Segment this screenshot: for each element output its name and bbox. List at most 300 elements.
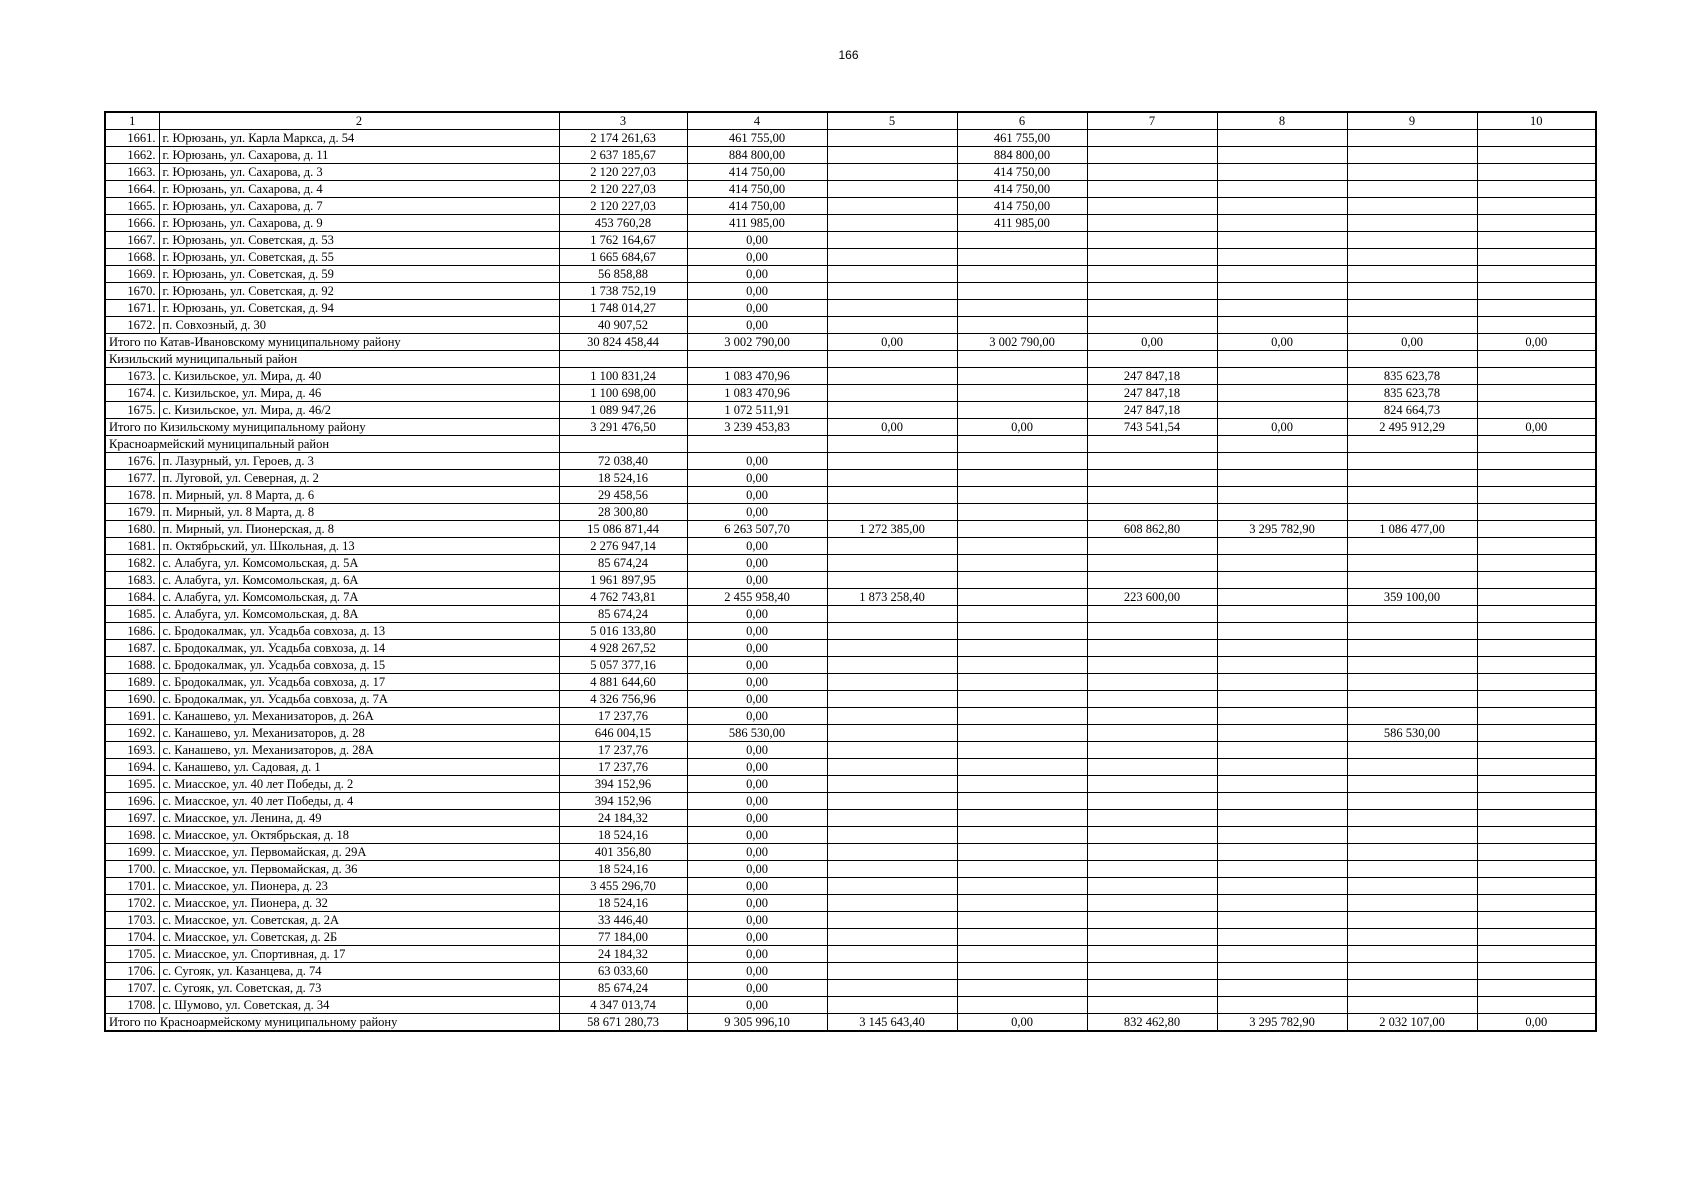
total-amount-cell: 2 495 912,29 [1347, 419, 1477, 436]
amount-cell: 18 524,16 [559, 861, 687, 878]
amount-cell [957, 555, 1087, 572]
column-header: 5 [827, 112, 957, 130]
amount-cell [1087, 198, 1217, 215]
amount-cell [1477, 147, 1596, 164]
amount-cell [1217, 759, 1347, 776]
amount-cell: 0,00 [687, 283, 827, 300]
amount-cell [957, 912, 1087, 929]
row-number: 1697. [105, 810, 159, 827]
amount-cell: 0,00 [687, 929, 827, 946]
address-cell: п. Лазурный, ул. Героев, д. 3 [159, 453, 559, 470]
address-cell: с. Алабуга, ул. Комсомольская, д. 8А [159, 606, 559, 623]
amount-cell: 18 524,16 [559, 470, 687, 487]
amount-cell [1087, 606, 1217, 623]
amount-cell [1477, 878, 1596, 895]
amount-cell [957, 946, 1087, 963]
table-row [105, 164, 1596, 181]
address-cell: п. Мирный, ул. Пионерская, д. 8 [159, 521, 559, 538]
amount-cell [957, 776, 1087, 793]
total-amount-cell: 0,00 [1087, 334, 1217, 351]
table-row [105, 402, 1596, 419]
amount-cell: 884 800,00 [957, 147, 1087, 164]
amount-cell [1087, 776, 1217, 793]
amount-cell [1087, 470, 1217, 487]
address-cell: с. Кизильское, ул. Мира, д. 46 [159, 385, 559, 402]
amount-cell [1217, 555, 1347, 572]
address-cell: с. Бродокалмак, ул. Усадьба совхоза, д. 17 [159, 674, 559, 691]
amount-cell [1477, 249, 1596, 266]
amount-cell [1477, 997, 1596, 1014]
amount-cell [957, 300, 1087, 317]
amount-cell: 394 152,96 [559, 793, 687, 810]
amount-cell: 4 928 267,52 [559, 640, 687, 657]
amount-cell [1087, 725, 1217, 742]
amount-cell: 0,00 [687, 980, 827, 997]
amount-cell [1347, 232, 1477, 249]
amount-cell [827, 912, 957, 929]
amount-cell: 0,00 [687, 657, 827, 674]
amount-cell [827, 861, 957, 878]
amount-cell [1347, 283, 1477, 300]
amount-cell: 24 184,32 [559, 810, 687, 827]
amount-cell [1087, 759, 1217, 776]
row-number: 1691. [105, 708, 159, 725]
table-row [105, 776, 1596, 793]
amount-cell [957, 895, 1087, 912]
address-cell: с. Алабуга, ул. Комсомольская, д. 7А [159, 589, 559, 606]
amount-cell [1347, 912, 1477, 929]
total-amount-cell: 0,00 [1217, 419, 1347, 436]
address-cell: г. Юрюзань, ул. Советская, д. 55 [159, 249, 559, 266]
amount-cell [1477, 912, 1596, 929]
column-header: 1 [105, 112, 159, 130]
amount-cell [1477, 827, 1596, 844]
amount-cell [1477, 861, 1596, 878]
total-label: Итого по Катав-Ивановскому муниципальному району [105, 334, 559, 351]
amount-cell: 1 100 698,00 [559, 385, 687, 402]
amount-cell [1087, 249, 1217, 266]
amount-cell [1087, 283, 1217, 300]
table-row [105, 657, 1596, 674]
amount-cell [1087, 317, 1217, 334]
district-name: Красноармейский муниципальный район [105, 436, 559, 453]
amount-cell: 17 237,76 [559, 708, 687, 725]
amount-cell [827, 147, 957, 164]
address-cell: п. Луговой, ул. Северная, д. 2 [159, 470, 559, 487]
row-number: 1684. [105, 589, 159, 606]
amount-cell: 0,00 [687, 708, 827, 725]
amount-cell [827, 232, 957, 249]
amount-cell [827, 827, 957, 844]
amount-cell: 0,00 [687, 487, 827, 504]
amount-cell [957, 963, 1087, 980]
total-amount-cell: 0,00 [1217, 334, 1347, 351]
amount-cell: 0,00 [687, 623, 827, 640]
amount-cell [957, 810, 1087, 827]
amount-cell [1217, 266, 1347, 283]
row-number: 1704. [105, 929, 159, 946]
row-number: 1681. [105, 538, 159, 555]
amount-cell [1087, 674, 1217, 691]
table-row [105, 929, 1596, 946]
amount-cell [1087, 946, 1217, 963]
amount-cell [1347, 249, 1477, 266]
table-row [105, 844, 1596, 861]
amount-cell [1477, 725, 1596, 742]
total-label: Итого по Красноармейскому муниципальному району [105, 1014, 559, 1032]
district-header-row [105, 351, 1596, 368]
data-table [104, 111, 1597, 1032]
address-cell: г. Юрюзань, ул. Советская, д. 59 [159, 266, 559, 283]
amount-cell [827, 878, 957, 895]
amount-cell: 17 237,76 [559, 759, 687, 776]
table-row [105, 725, 1596, 742]
row-number: 1707. [105, 980, 159, 997]
amount-cell [827, 708, 957, 725]
address-cell: с. Бродокалмак, ул. Усадьба совхоза, д. 15 [159, 657, 559, 674]
amount-cell: 0,00 [687, 844, 827, 861]
amount-cell [827, 181, 957, 198]
amount-cell: 0,00 [687, 997, 827, 1014]
table-row [105, 249, 1596, 266]
amount-cell [827, 283, 957, 300]
amount-cell [1347, 640, 1477, 657]
amount-cell [1217, 657, 1347, 674]
amount-cell: 3 295 782,90 [1217, 521, 1347, 538]
amount-cell [1477, 164, 1596, 181]
amount-cell [827, 674, 957, 691]
amount-cell [1217, 640, 1347, 657]
amount-cell [827, 487, 957, 504]
empty-cell [1477, 351, 1596, 368]
amount-cell: 1 272 385,00 [827, 521, 957, 538]
amount-cell [1347, 470, 1477, 487]
address-cell: с. Алабуга, ул. Комсомольская, д. 5А [159, 555, 559, 572]
amount-cell [1477, 946, 1596, 963]
amount-cell: 586 530,00 [687, 725, 827, 742]
amount-cell [1347, 623, 1477, 640]
amount-cell [1087, 266, 1217, 283]
amount-cell [1087, 793, 1217, 810]
amount-cell: 453 760,28 [559, 215, 687, 232]
amount-cell: 0,00 [687, 793, 827, 810]
amount-cell [957, 759, 1087, 776]
amount-cell [1217, 385, 1347, 402]
amount-cell [827, 844, 957, 861]
amount-cell: 0,00 [687, 572, 827, 589]
address-cell: с. Бродокалмак, ул. Усадьба совхоза, д. 7А [159, 691, 559, 708]
amount-cell [1347, 827, 1477, 844]
amount-cell [1477, 504, 1596, 521]
amount-cell [1217, 487, 1347, 504]
amount-cell: 4 881 644,60 [559, 674, 687, 691]
amount-cell: 411 985,00 [687, 215, 827, 232]
amount-cell [827, 640, 957, 657]
address-cell: г. Юрюзань, ул. Сахарова, д. 3 [159, 164, 559, 181]
amount-cell [1477, 232, 1596, 249]
amount-cell: 835 623,78 [1347, 385, 1477, 402]
amount-cell: 63 033,60 [559, 963, 687, 980]
amount-cell [827, 402, 957, 419]
amount-cell [1087, 895, 1217, 912]
table-row [105, 674, 1596, 691]
amount-cell: 0,00 [687, 946, 827, 963]
table-row [105, 691, 1596, 708]
amount-cell [827, 453, 957, 470]
amount-cell [1217, 606, 1347, 623]
amount-cell: 0,00 [687, 912, 827, 929]
address-cell: с. Бродокалмак, ул. Усадьба совхоза, д. 13 [159, 623, 559, 640]
amount-cell [1217, 181, 1347, 198]
column-header: 6 [957, 112, 1087, 130]
amount-cell [1347, 300, 1477, 317]
table-row [105, 793, 1596, 810]
amount-cell [1347, 606, 1477, 623]
amount-cell: 85 674,24 [559, 606, 687, 623]
amount-cell [1347, 946, 1477, 963]
amount-cell [957, 742, 1087, 759]
address-cell: с. Миасское, ул. Первомайская, д. 36 [159, 861, 559, 878]
table-row [105, 895, 1596, 912]
address-cell: г. Юрюзань, ул. Советская, д. 92 [159, 283, 559, 300]
address-cell: с. Канашево, ул. Механизаторов, д. 28 [159, 725, 559, 742]
amount-cell [1087, 708, 1217, 725]
amount-cell [1477, 810, 1596, 827]
table-row [105, 130, 1596, 147]
amount-cell [957, 385, 1087, 402]
amount-cell [1087, 453, 1217, 470]
row-number: 1664. [105, 181, 159, 198]
row-number: 1676. [105, 453, 159, 470]
row-number: 1670. [105, 283, 159, 300]
row-number: 1693. [105, 742, 159, 759]
amount-cell: 72 038,40 [559, 453, 687, 470]
amount-cell [1477, 895, 1596, 912]
amount-cell [827, 929, 957, 946]
table-row [105, 266, 1596, 283]
amount-cell [827, 793, 957, 810]
amount-cell: 0,00 [687, 861, 827, 878]
empty-cell [957, 351, 1087, 368]
amount-cell: 0,00 [687, 453, 827, 470]
amount-cell: 359 100,00 [1347, 589, 1477, 606]
total-amount-cell: 0,00 [957, 419, 1087, 436]
amount-cell [827, 657, 957, 674]
amount-cell [1477, 657, 1596, 674]
total-row [105, 334, 1596, 351]
amount-cell [827, 385, 957, 402]
amount-cell: 5 016 133,80 [559, 623, 687, 640]
amount-cell [1217, 164, 1347, 181]
row-number: 1667. [105, 232, 159, 249]
amount-cell: 414 750,00 [957, 198, 1087, 215]
amount-cell: 835 623,78 [1347, 368, 1477, 385]
amount-cell: 0,00 [687, 895, 827, 912]
column-header: 7 [1087, 112, 1217, 130]
amount-cell [1477, 385, 1596, 402]
amount-cell: 0,00 [687, 674, 827, 691]
address-cell: г. Юрюзань, ул. Сахарова, д. 11 [159, 147, 559, 164]
amount-cell [1477, 368, 1596, 385]
row-number: 1687. [105, 640, 159, 657]
amount-cell [827, 963, 957, 980]
amount-cell [1347, 708, 1477, 725]
total-amount-cell: 3 291 476,50 [559, 419, 687, 436]
table-row [105, 521, 1596, 538]
amount-cell [827, 623, 957, 640]
amount-cell [1217, 997, 1347, 1014]
column-header: 8 [1217, 112, 1347, 130]
table-row [105, 623, 1596, 640]
amount-cell: 414 750,00 [957, 181, 1087, 198]
amount-cell: 2 174 261,63 [559, 130, 687, 147]
amount-cell [1347, 198, 1477, 215]
address-cell: г. Юрюзань, ул. Карла Маркса, д. 54 [159, 130, 559, 147]
row-number: 1688. [105, 657, 159, 674]
table-row [105, 198, 1596, 215]
amount-cell [1347, 759, 1477, 776]
amount-cell [957, 708, 1087, 725]
row-number: 1702. [105, 895, 159, 912]
amount-cell: 461 755,00 [687, 130, 827, 147]
row-number: 1696. [105, 793, 159, 810]
amount-cell: 1 873 258,40 [827, 589, 957, 606]
table-row [105, 572, 1596, 589]
amount-cell [1217, 623, 1347, 640]
amount-cell [1347, 810, 1477, 827]
total-amount-cell: 0,00 [827, 334, 957, 351]
table-row [105, 181, 1596, 198]
amount-cell: 0,00 [687, 300, 827, 317]
address-cell: с. Сугояк, ул. Казанцева, д. 74 [159, 963, 559, 980]
table-row [105, 640, 1596, 657]
amount-cell [957, 657, 1087, 674]
amount-cell [1477, 793, 1596, 810]
amount-cell [1477, 589, 1596, 606]
row-number: 1683. [105, 572, 159, 589]
amount-cell [1217, 708, 1347, 725]
amount-cell [827, 759, 957, 776]
amount-cell [1477, 317, 1596, 334]
amount-cell: 0,00 [687, 963, 827, 980]
amount-cell [1477, 929, 1596, 946]
amount-cell [1217, 861, 1347, 878]
amount-cell: 394 152,96 [559, 776, 687, 793]
amount-cell [1087, 538, 1217, 555]
amount-cell [1477, 606, 1596, 623]
amount-cell [1477, 453, 1596, 470]
amount-cell [1217, 368, 1347, 385]
amount-cell [1217, 827, 1347, 844]
total-amount-cell: 2 032 107,00 [1347, 1014, 1477, 1032]
amount-cell: 414 750,00 [687, 198, 827, 215]
amount-cell [1087, 487, 1217, 504]
table-row [105, 317, 1596, 334]
amount-cell [827, 572, 957, 589]
district-header-row [105, 436, 1596, 453]
row-number: 1708. [105, 997, 159, 1014]
amount-cell [1347, 997, 1477, 1014]
amount-cell: 414 750,00 [957, 164, 1087, 181]
address-cell: с. Шумово, ул. Советская, д. 34 [159, 997, 559, 1014]
amount-cell [827, 470, 957, 487]
amount-cell [827, 266, 957, 283]
empty-cell [687, 351, 827, 368]
amount-cell: 2 120 227,03 [559, 164, 687, 181]
table-row [105, 368, 1596, 385]
amount-cell [1347, 861, 1477, 878]
amount-cell [1217, 810, 1347, 827]
column-header: 2 [159, 112, 559, 130]
table-row [105, 385, 1596, 402]
amount-cell [1477, 776, 1596, 793]
row-number: 1701. [105, 878, 159, 895]
amount-cell [1347, 266, 1477, 283]
amount-cell: 2 120 227,03 [559, 198, 687, 215]
amount-cell [1217, 878, 1347, 895]
total-amount-cell: 30 824 458,44 [559, 334, 687, 351]
address-cell: с. Миасское, ул. 40 лет Победы, д. 4 [159, 793, 559, 810]
row-number: 1703. [105, 912, 159, 929]
table-row [105, 215, 1596, 232]
amount-cell [1477, 300, 1596, 317]
amount-cell: 1 086 477,00 [1347, 521, 1477, 538]
amount-cell: 0,00 [687, 776, 827, 793]
table-row [105, 555, 1596, 572]
amount-cell [957, 521, 1087, 538]
amount-cell [1347, 181, 1477, 198]
amount-cell [957, 232, 1087, 249]
amount-cell [1477, 402, 1596, 419]
amount-cell [1477, 555, 1596, 572]
amount-cell [1347, 895, 1477, 912]
amount-cell [1477, 266, 1596, 283]
amount-cell [1347, 317, 1477, 334]
amount-cell: 1 083 470,96 [687, 368, 827, 385]
amount-cell: 18 524,16 [559, 895, 687, 912]
row-number: 1680. [105, 521, 159, 538]
amount-cell: 2 276 947,14 [559, 538, 687, 555]
row-number: 1695. [105, 776, 159, 793]
amount-cell [1347, 572, 1477, 589]
amount-cell [1087, 215, 1217, 232]
amount-cell [957, 691, 1087, 708]
total-amount-cell: 743 541,54 [1087, 419, 1217, 436]
total-amount-cell: 3 295 782,90 [1217, 1014, 1347, 1032]
amount-cell [1087, 963, 1217, 980]
amount-cell [1347, 130, 1477, 147]
amount-cell [1087, 691, 1217, 708]
amount-cell [1087, 844, 1217, 861]
row-number: 1679. [105, 504, 159, 521]
table-row [105, 470, 1596, 487]
row-number: 1665. [105, 198, 159, 215]
empty-cell [1477, 436, 1596, 453]
amount-cell [1477, 623, 1596, 640]
amount-cell [1217, 300, 1347, 317]
amount-cell [1087, 147, 1217, 164]
amount-cell: 646 004,15 [559, 725, 687, 742]
total-label: Итого по Кизильскому муниципальному району [105, 419, 559, 436]
address-cell: с. Канашево, ул. Механизаторов, д. 28А [159, 742, 559, 759]
amount-cell [1217, 402, 1347, 419]
amount-cell: 4 347 013,74 [559, 997, 687, 1014]
total-amount-cell: 0,00 [827, 419, 957, 436]
amount-cell [1347, 776, 1477, 793]
amount-cell [1347, 657, 1477, 674]
column-header: 4 [687, 112, 827, 130]
row-number: 1689. [105, 674, 159, 691]
